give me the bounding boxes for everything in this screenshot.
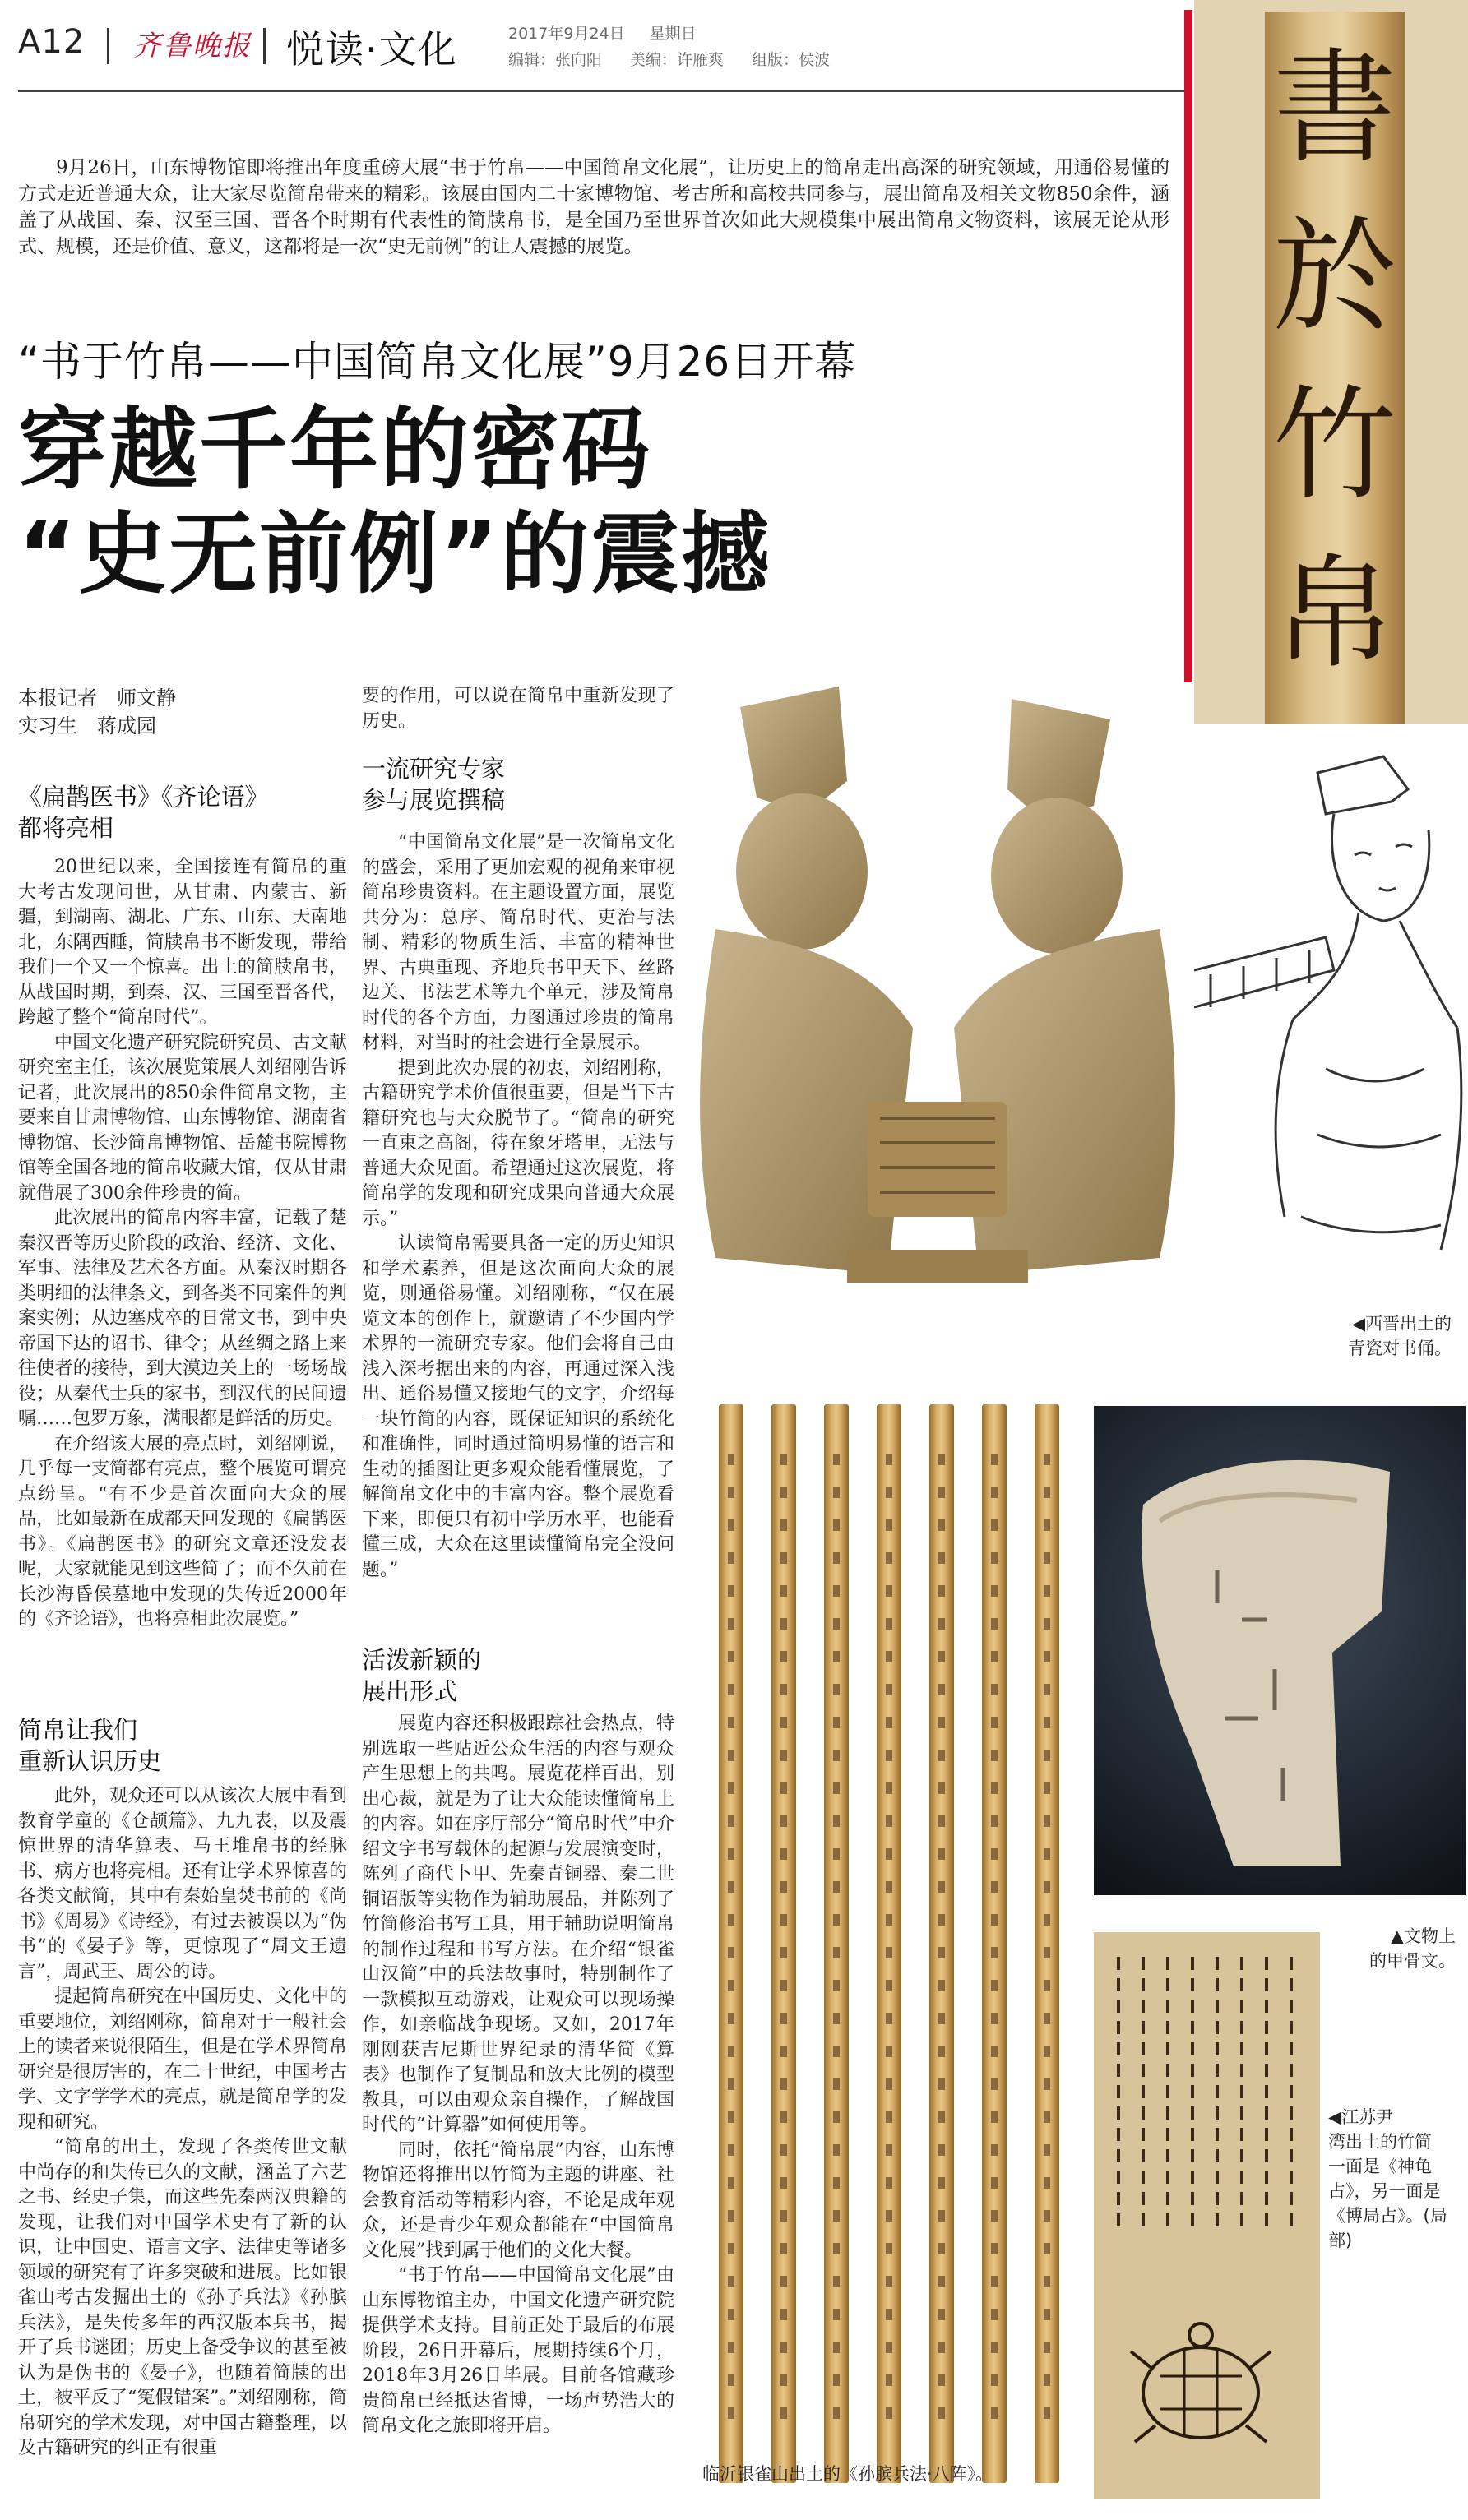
editor-credits: [508, 48, 858, 70]
newspaper-logo: 齐鲁晚报: [133, 30, 252, 62]
subheading-line: 一流研究专家: [362, 755, 506, 783]
paragraph: 同时，依托“简帛展”内容，山东博物馆还将推出以竹简为主题的讲座、社会教育活动等精彩内容，不论是成年观众，还是青少年观众都能在“中国简帛文化展”找到属于他们的文化大餐。: [362, 2139, 674, 2261]
bamboo-slip: [929, 1404, 954, 2483]
tortoise-slip-photo: [1094, 1932, 1320, 2499]
caption-line: 《博局占》。(局: [1328, 2206, 1447, 2226]
paragraph: 此次展出的简帛内容丰富，记载了楚秦汉晋等历史阶段的政治、经济、文化、军事、法律及艺术各方面。从秦汉时期各类明细的法律条文，到各类不同案件的判案实例；从边塞戍卒的日常文书，到中央帝国下达的诏书、律令；从丝绸之路上来往使者的接待，到大漠边关上的一场场战役；从秦代士兵的家书，到汉代的民间遗嘱……包罗万象，满眼都是鲜活的历史。: [18, 1208, 347, 1429]
reporter-name: 师文静: [117, 687, 176, 710]
caption-oracle: [1341, 1924, 1456, 1973]
subheading-line: 简帛让我们: [18, 1716, 138, 1744]
calligraphy-char: 書: [1273, 37, 1397, 180]
editor: 编辑：张向阳: [508, 51, 603, 69]
kicker-title: “书于竹帛——中国简帛文化展”9月26日开幕: [18, 338, 857, 386]
bamboo-slip: [719, 1404, 743, 2483]
lead-paragraph: 9月26日，山东博物馆即将推出年度重磅大展“书于竹帛——中国简帛文化展”，让历史上的简帛走出高深的研究领域，用通俗易懂的方式走近普通大众，让大家尽览简帛带来的精彩。该展由国内二十家博物馆、考古所和高校共同参与，展出简帛及相关文物850余件，涵盖了从战国、秦、汉至三国、晋各个时期有代表性的简牍帛书，是全国乃至世界首次如此大规模集中展出简帛文物资料，该展无论从形式、规模，还是价值、意义，这都将是一次“史无前例”的让人震撼的展览。: [18, 157, 1169, 257]
calligraphy-slip-bg: [1194, 0, 1468, 724]
section-title: 悦读·文化: [286, 27, 458, 72]
calligraphy-char: 帛: [1273, 543, 1397, 686]
designer: 美编：许雁爽: [630, 51, 725, 69]
bamboo-slip: [1035, 1404, 1059, 2483]
page-number: A12: [18, 23, 86, 61]
subheading-line: 《扁鹊医书》《齐论语》: [18, 783, 269, 811]
column-1-part-2: [18, 1784, 347, 2462]
paragraph: “简帛的出土，发现了各类传世文献中尚存的和失传已久的文献，涵盖了六艺之书、经史子集，而这些先秦两汉典籍的发现，让我们对中国学术史有了新的认识，让中国史、语言文字、法律史等诸多领域的研究有了许多突破和进展。比如银雀山考古发掘出土的《孙子兵法》《孙膑兵法》，是失传多年的西汉版本兵书，揭开了兵书谜团；历史上备受争议的甚至被认为是伪书的《晏子》，也随着简牍的出土，被平反了“冤假错案”。”刘绍刚称，简帛研究的学术发现，对中国古籍整理，以及古籍研究的纠正有很重: [18, 2137, 347, 2458]
header-divider: [263, 28, 266, 64]
paragraph: 提起简帛研究在中国历史、文化中的重要地位，刘绍刚称，简帛对于一般社会上的读者来说很陌生，但是在学术界简帛研究是很厉害的，在二十世纪，中国考古学、文字学学术的亮点，就是简帛学的发现和研究。: [18, 1986, 347, 2133]
oracle-bone-photo: [1094, 1406, 1466, 1895]
caption-line: 部): [1328, 2231, 1353, 2250]
celadon-reading-figurines-icon: [683, 682, 1192, 1307]
column-1-part-1: [18, 855, 347, 1633]
tortoise-bamboo-slip-icon: [1094, 1932, 1320, 2499]
caption-line: 占》，另一面是: [1328, 2181, 1441, 2201]
calligraphy-char: 於: [1273, 206, 1397, 349]
subheading-4: [362, 1644, 481, 1707]
oracle-bone-icon: [1094, 1406, 1466, 1895]
headline-line-2: “史无前例”的震撼: [18, 503, 771, 606]
bamboo-slip: [824, 1404, 849, 2483]
column-2-part-2: [362, 1712, 674, 2439]
subheading-line: 参与展览撰稿: [362, 786, 506, 814]
paragraph: 此外，观众还可以从该次大展中看到教育学童的《仓颉篇》、九九表，以及震惊世界的清华算表、马王堆帛书的经脉书、病方也将亮相。还有让学术界惊喜的各类文献简，其中有秦始皇焚书前的《尚书》《周易》《诗经》，有过去被误以为“伪书”的《晏子》等，更惊现了“周文王遗言”，周武王、周公的诗。: [18, 1786, 347, 1982]
bamboo-slip: [771, 1404, 796, 2483]
reporter-label: 本报记者: [18, 687, 97, 710]
subheading-line: 展出形式: [362, 1677, 458, 1705]
subheading-line: 活泼新颖的: [362, 1646, 482, 1674]
caption-figurine: [1217, 1311, 1452, 1361]
subheading-line: 重新认识历史: [18, 1747, 162, 1775]
column-2-part-1: [362, 830, 674, 1583]
header-rule: [18, 90, 1186, 92]
weekday: 星期日: [649, 25, 697, 43]
calligraphy-char: 竹: [1273, 374, 1397, 517]
caption-line: 青瓷对书俑。: [1348, 1339, 1452, 1358]
caption-line: ▲文物上: [1390, 1926, 1456, 1946]
calligraphy-text: [1273, 25, 1396, 699]
paragraph: 要的作用，可以说在简帛中重新发现了历史。: [362, 686, 674, 732]
subheading-3: [362, 753, 505, 816]
subheading-line: 都将亮相: [18, 814, 114, 842]
subheading-2: [18, 1714, 161, 1777]
layout-editor: 组版：侯波: [752, 51, 831, 69]
header-divider: [107, 28, 109, 64]
paragraph: 中国文化遗产研究院研究员、古文献研究室主任，该次展览策展人刘绍刚告诉记者，此次展出的850余件简帛文物，主要来自甘肃博物馆、山东博物馆、湖南省博物馆、长沙简帛博物馆、岳麓书院博物馆等全国各地的简帛收藏大馆，仅从甘肃就借展了300余件珍贵的简。: [18, 1032, 347, 1204]
caption-line: 湾出土的竹简: [1328, 2132, 1432, 2152]
bamboo-slip: [982, 1404, 1007, 2483]
caption-tortoise: [1328, 2105, 1460, 2253]
headline-line-1: 穿越千年的密码: [18, 399, 652, 502]
paragraph: 在介绍该大展的亮点时，刘绍刚说，几乎每一支简都有亮点，整个展览可谓亮点纷呈。“有不少是首次面向大众的展品，比如最新在成都天回发现的《扁鹊医书》。《扁鹊医书》的研究文章还没发表呢，大家就能见到这些简了；而不久前在长沙海昏侯墓地中发现的失传近2000年的《齐论语》，也将亮相此次展览。”: [18, 1433, 347, 1630]
paragraph: 20世纪以来，全国接连有简帛的重大考古发现问世，从甘肃、内蒙古、新疆，到湖南、湖北、广东、山东、天南地北，东隅西睡，简牍帛书不断发现，带给我们一个又一个惊喜。出土的简牍帛书，从战国时期，到秦、汉、三国至晋各代，跨越了整个“简帛时代”。: [18, 857, 347, 1028]
caption-line: ◀西晋出土的: [1351, 1314, 1452, 1334]
intern-label: 实习生: [18, 714, 77, 738]
caption-line: ◀江苏尹: [1328, 2107, 1394, 2127]
subheading-1: [18, 781, 269, 844]
intern-name: 蒋成园: [97, 714, 156, 738]
column-2-continuation: [362, 684, 674, 734]
caption-line: 一面是《神龟: [1328, 2157, 1432, 2176]
byline: [18, 684, 196, 740]
caption-bamboo-slips: 临沂银雀山出土的《孙膑兵法·八阵》。: [702, 2464, 993, 2484]
ancient-official-line-drawing-icon: [1194, 724, 1468, 1299]
date: 2017年9月24日: [508, 25, 625, 43]
paragraph: 认读简帛需要具备一定的历史知识和学术素养，但是这次面向大众的展览，则通俗易懂。刘绍刚称，“仅在展览文本的创作上，就邀请了不少国内学术界的一流研究专家。他们会将自己由浅入深考据出来的内容，再通过深入浅出、通俗易懂又接地气的文字，介绍每一块竹简的内容，既保证知识的系统化和准确性，同时通过简明易懂的语言和生动的插图让更多观众能看懂展览，了解简帛文化中的丰富内容。整个展览看下来，即便只有初中学历水平，也能看懂三成，大众在这里读懂简帛完全没问题。”: [362, 1233, 674, 1580]
bamboo-slip: [877, 1404, 901, 2483]
paragraph: 提到此次办展的初衷，刘绍刚称，古籍研究学术价值很重要，但是当下古籍研究也与大众脱节了。“简帛的研究一直束之高阁，待在象牙塔里，无法与普通大众见面。希望通过这次展览，将简帛学的发现和研究成果向普通大众展示。”: [362, 1057, 674, 1229]
paragraph: “中国简帛文化展”是一次简帛文化的盛会，采用了更加宏观的视角来审视简帛珍贵资料。在主题设置方面，展览共分为：总序、简帛时代、吏治与法制、精彩的物质生活、丰富的精神世界、古典重现、齐地兵书甲天下、丝路边关、书法艺术等九个单元，涉及简帛时代的各个方面，力图通过珍贵的简帛材料，对当时的社会进行全景展示。: [362, 832, 674, 1053]
caption-line: 的甲骨文。: [1369, 1951, 1456, 1971]
issue-date: [508, 21, 721, 44]
paragraph: “书于竹帛——中国简帛文化展”由山东博物馆主办，中国文化遗产研究院提供学术支持。目前正处于最后的布展阶段，26日开幕后，展期持续6个月，2018年3月26日毕展。目前各馆藏珍贵简帛已经抵达省博，一场声势浩大的简帛文化之旅即将开启。: [362, 2265, 674, 2436]
paragraph: 展览内容还积极跟踪社会热点，特别选取一些贴近公众生活的内容与观众产生思想上的共鸣。展览花样百出，别出心裁，就是为了让大众能读懂简帛上的内容。如在序厅部分“简帛时代”中介绍文字书写载体的起源与发展演变时，陈列了商代卜甲、先秦青铜器、秦二世铜诏版等实物作为辅助展品，并陈列了竹简修治书写工具，用于辅助说明简帛的制作过程和书写方法。在介绍“银雀山汉简”中的兵法故事时，特别制作了一款模拟互动游戏，让观众可以现场操作，如亲临战争现场。又如，2017年刚刚获吉尼斯世界纪录的清华简《算表》也制作了复制品和放大比例的模型教具，可以由观众亲自操作，了解战国时代的“计算器”如何使用等。: [362, 1713, 674, 2135]
